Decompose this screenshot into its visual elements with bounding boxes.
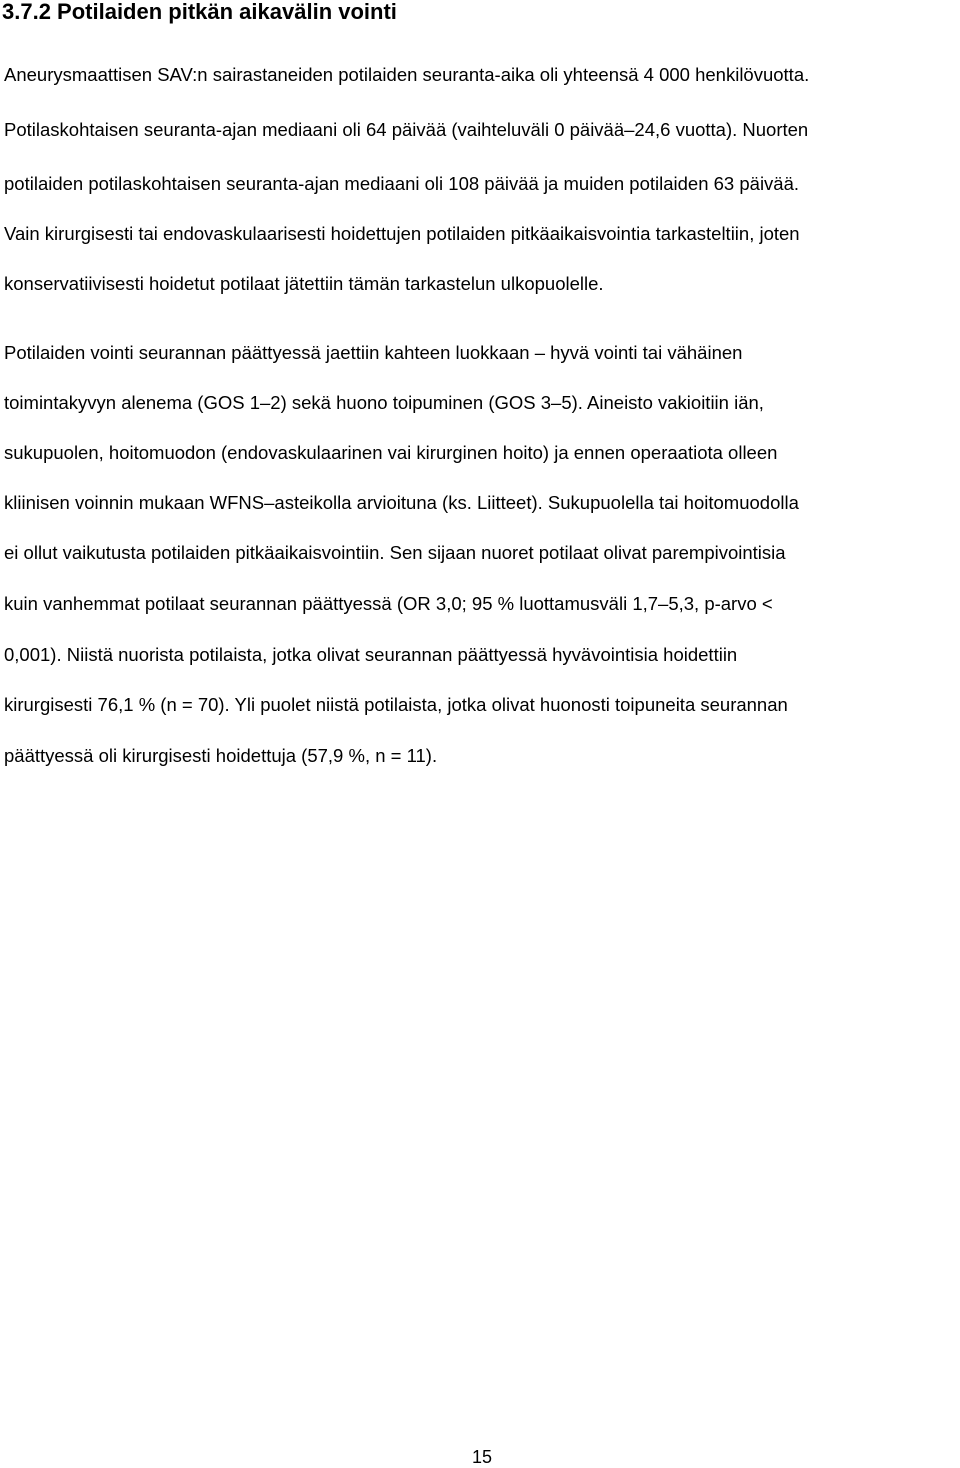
text-line: Aneurysmaattisen SAV:n sairastaneiden potilaiden seuranta-aika oli yhteensä 4 000 henkilövuotta. bbox=[4, 64, 810, 85]
text-line: ei ollut vaikutusta potilaiden pitkäaikaisvointiin. Sen sijaan nuoret potilaat olivat parempivointisia bbox=[4, 542, 786, 563]
section-heading: 3.7.2 Potilaiden pitkän aikavälin vointi bbox=[2, 0, 397, 24]
text-line: toimintakyvyn alenema (GOS 1–2) sekä huono toipuminen (GOS 3–5). Aineisto vakioitiin iän, bbox=[4, 392, 764, 413]
text-line: kuin vanhemmat potilaat seurannan päättyessä (OR 3,0; 95 % luottamusväli 1,7–5,3, p-arvo < bbox=[4, 593, 773, 614]
page-number: 15 bbox=[472, 1447, 493, 1467]
text-line: Potilaiden vointi seurannan päättyessä jaettiin kahteen luokkaan – hyvä vointi tai vähäinen bbox=[4, 342, 743, 363]
text-line: konservatiivisesti hoidetut potilaat jätettiin tämän tarkastelun ulkopuolelle. bbox=[4, 273, 604, 294]
text-line: 0,001). Niistä nuorista potilaista, jotka olivat seurannan päättyessä hyvävointisia hoidettiin bbox=[4, 644, 738, 665]
text-line: Potilaskohtaisen seuranta-ajan mediaani oli 64 päivää (vaihteluväli 0 päivää–24,6 vuotta). Nuorten bbox=[4, 119, 809, 140]
text-line: Vain kirurgisesti tai endovaskulaarisesti hoidettujen potilaiden pitkäaikaisvointia tarkasteltiin, joten bbox=[4, 223, 800, 244]
text-line: kliinisen voinnin mukaan WFNS–asteikolla arvioituna (ks. Liitteet). Sukupuolella tai hoitomuodolla bbox=[4, 492, 799, 513]
text-line: potilaiden potilaskohtaisen seuranta-ajan mediaani oli 108 päivää ja muiden potilaiden 63 päivää. bbox=[4, 173, 800, 194]
text-line: sukupuolen, hoitomuodon (endovaskulaarinen vai kirurginen hoito) ja ennen operaatiota olleen bbox=[4, 442, 778, 463]
text-line: kirurgisesti 76,1 % (n = 70). Yli puolet niistä potilaista, jotka olivat huonosti toipuneita seurannan bbox=[4, 694, 788, 715]
text-line: päättyessä oli kirurgisesti hoidettuja (57,9 %, n = 11). bbox=[4, 745, 438, 766]
